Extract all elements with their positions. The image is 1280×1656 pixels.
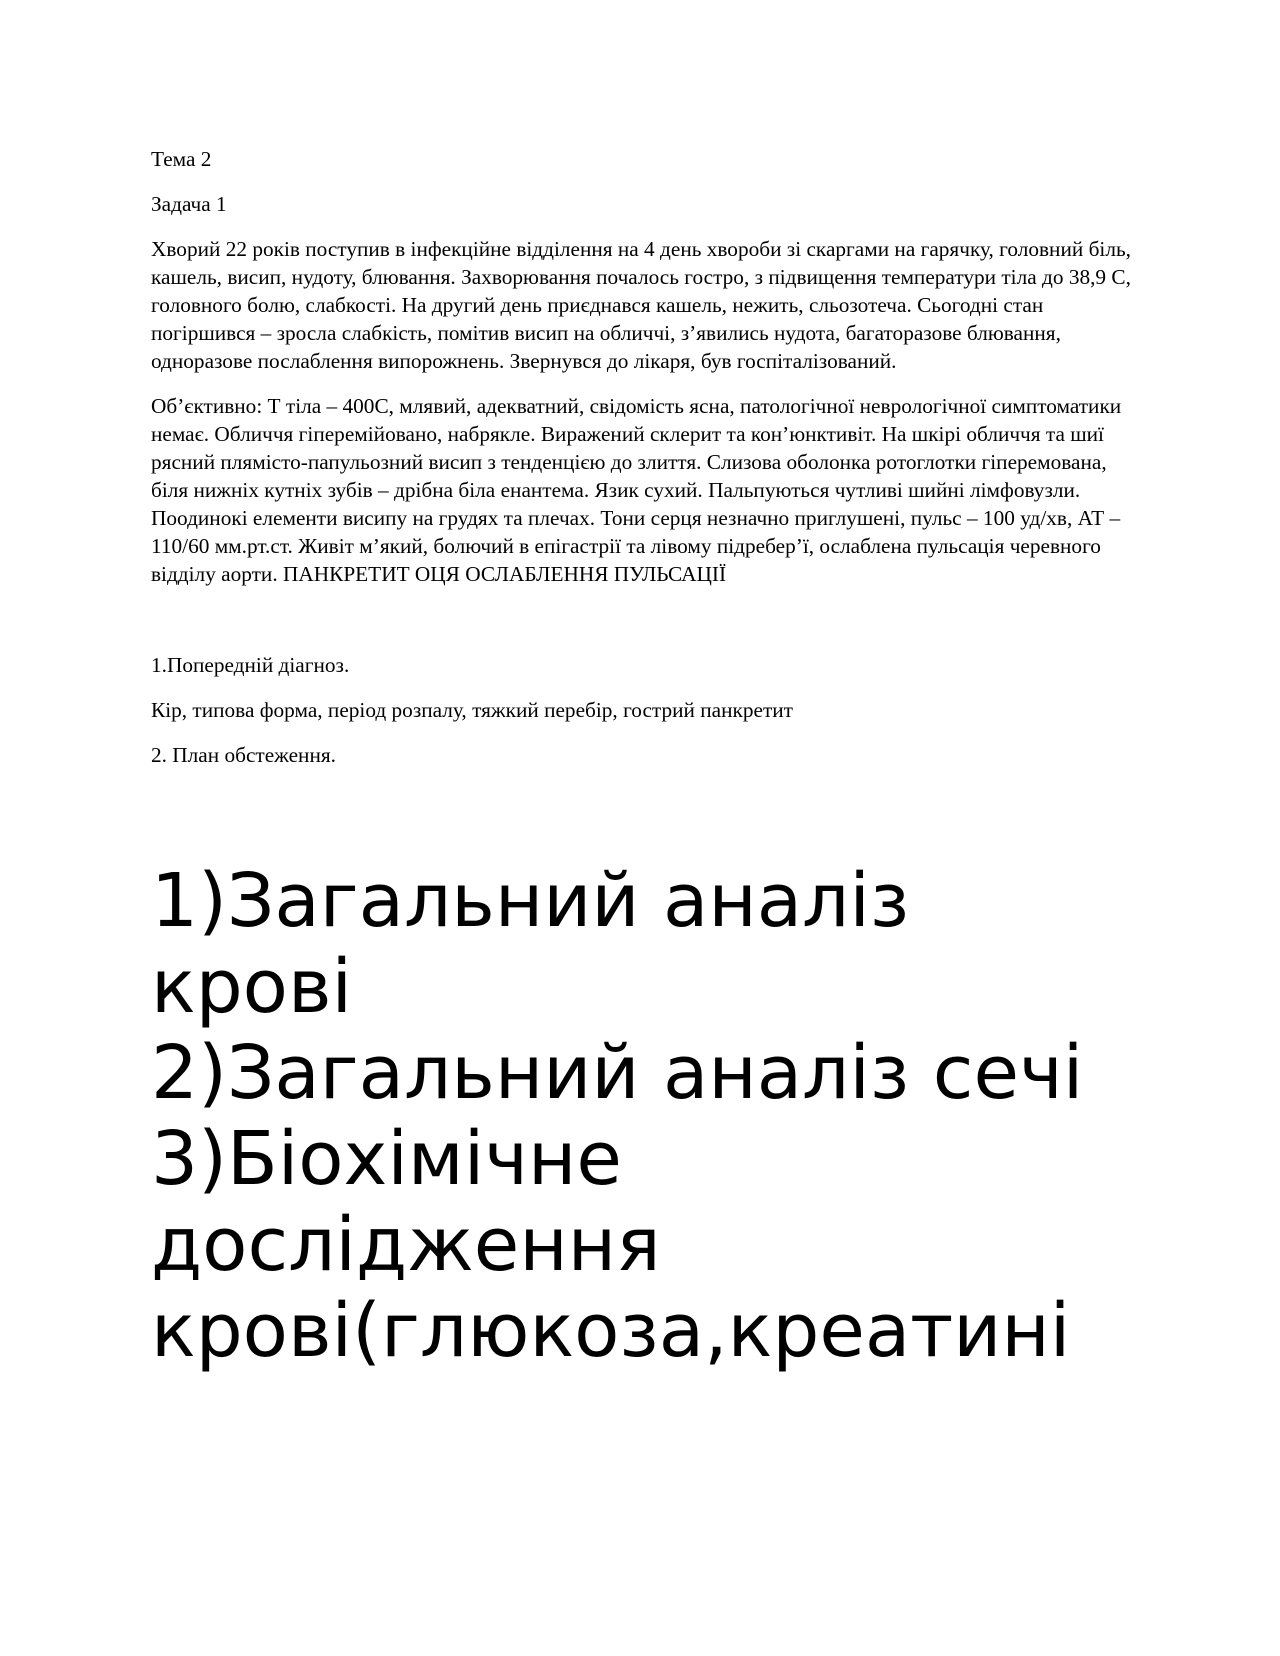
exam-plan-line: 2)Загальний аналіз сечі — [151, 1030, 1084, 1116]
exam-plan-list — [151, 858, 1151, 1374]
topic-heading: Тема 2 — [151, 147, 212, 171]
question-exam-plan: 2. План обстеження. — [151, 743, 336, 767]
task-heading: Задача 1 — [151, 192, 227, 216]
exam-plan-line: дослідження — [151, 1202, 661, 1288]
exam-plan-line: 3)Біохімічне — [151, 1116, 622, 1202]
blank-line — [151, 605, 1131, 651]
answer-diagnosis: Кір, типова форма, період розпалу, тяжкий перебір, гострий панкретит — [151, 698, 793, 722]
document-body — [151, 145, 1131, 786]
complaint-paragraph: Хворий 22 років поступив в інфекційне відділення на 4 день хвороби зі скаргами на гарячку, головний біль, кашель, висип, нудоту, блювання. Захворювання почалось гостро, з підвищення температури тіла до 38,9 С, головного болю, слабкості. На другий день приєднався кашель, нежить, сльозотеча. Сьогодні стан погіршився – зросла слабкість, помітив висип на обличчі, з’явились нудота, багаторазове блювання, одноразове послаблення випорожнень. Звернувся до лікаря, був госпіталізований. — [151, 237, 1131, 373]
objective-paragraph: Об’єктивно: Т тіла – 400С, млявий, адекватний, свідомість ясна, патологічної неврологічної симптоматики немає. Обличчя гіперемійовано, набрякле. Виражений склерит та кон’юнктивіт. На шкірі обличчя та шиї рясний плямісто-папульозний висип з тенденцією до злиття. Слизова оболонка ротоглотки гіперемована, біля нижніх кутніх зубів – дрібна біла енантема. Язик сухий. Пальпуються чутливі шийні лімфовузли. Поодинокі елементи висипу на грудях та плечах. Тони серця незначно приглушені, пульс – 100 уд/хв, АТ – 110/60 мм.рт.ст. Живіт м’який, болючий в епігастрії та лівому підребер’ї, ослаблена пульсація черевного відділу аорти. ПАНКРЕТИТ ОЦЯ ОСЛАБЛЕННЯ ПУЛЬСАЦІЇ — [151, 394, 1122, 586]
question-diagnosis: 1.Попередній діагноз. — [151, 653, 350, 677]
exam-plan-line: крові(глюкоза,креатині — [151, 1288, 1071, 1374]
exam-plan-line: 1)Загальний аналіз — [151, 858, 910, 944]
exam-plan-line: крові — [151, 944, 353, 1030]
